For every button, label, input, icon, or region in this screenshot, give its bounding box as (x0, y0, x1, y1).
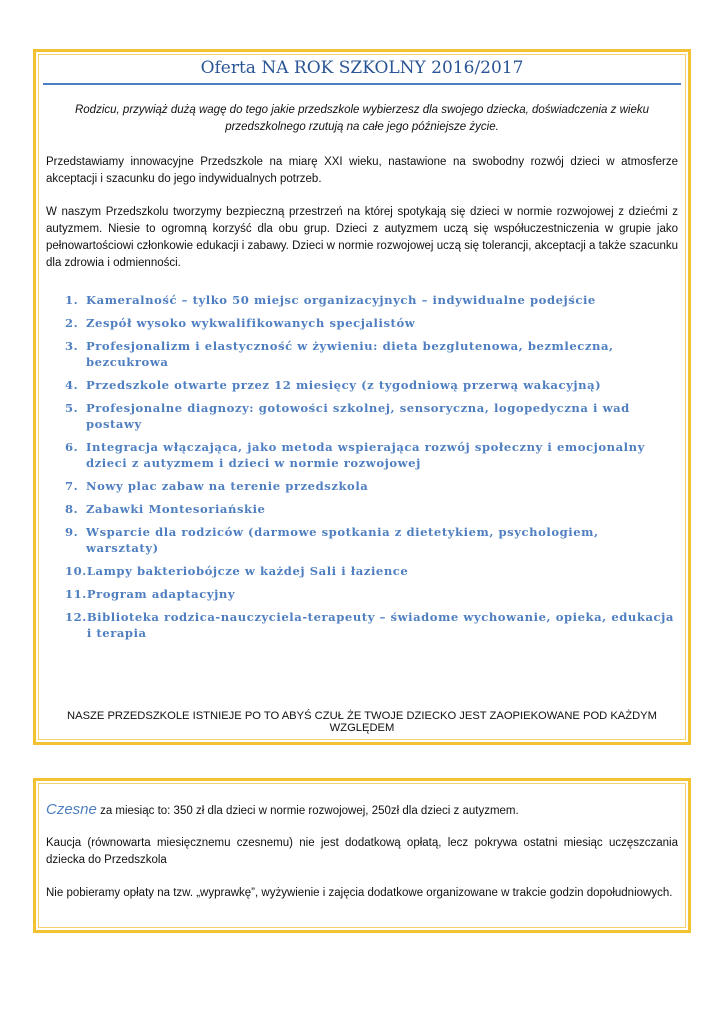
list-item-text: Kameralność – tylko 50 miejsc organizacyjnych – indywidualne podejście (86, 293, 596, 307)
list-item-text: Zabawki Montesoriańskie (86, 502, 266, 516)
list-item-number: 9. (65, 525, 79, 539)
list-item-text: Lampy bakteriobójcze w każdej Sali i łazience (86, 564, 409, 578)
fee-label: Czesne (46, 801, 97, 818)
list-item-number: 5. (65, 401, 79, 415)
list-item-text: Nowy plac zabaw na terenie przedszkola (86, 479, 369, 493)
list-item (65, 292, 674, 308)
list-item-text: Profesjonalne diagnozy: gotowości szkolnej, sensoryczna, logopedyczna i wad postawy (86, 401, 630, 431)
list-item-number: 12. (65, 610, 87, 624)
list-item-number: 6. (65, 440, 79, 454)
extras-text: Nie pobieramy opłaty na tzw. „wyprawkę”, wyżywienie i zajęcia dodatkowe organizowane w trakcie godzin dopołudniowych. (46, 887, 673, 899)
list-item-text: Przedszkole otwarte przez 12 miesięcy (z tygodniową przerwą wakacyjną) (86, 378, 602, 392)
intro-text: Rodzicu, przywiąż dużą wagę do tego jakie przedszkole wybierzesz dla swojego dziecka, doświadczenia z wieku przedszkolnego rzutują na całe jego późniejsze życie. (74, 104, 649, 133)
offer-title: Oferta NA ROK SZKOLNY 2016/2017 (200, 58, 524, 78)
list-item (65, 501, 674, 517)
title-underline (43, 83, 681, 85)
list-item (65, 586, 674, 602)
list-item (65, 400, 674, 432)
fee-amounts: za miesiąc to: 350 zł dla dzieci w normie rozwojowej, 250zł dla dzieci z autyzmem. (100, 805, 519, 817)
list-item-number: 2. (65, 316, 79, 330)
list-item-number: 7. (65, 479, 79, 493)
list-item (65, 377, 674, 393)
list-item (65, 478, 674, 494)
paragraph-innovative: Przedstawiamy innowacyjne Przedszkole na miarę XXI wieku, nastawione na swobodny rozwój dzieci w atmosferze akceptacji i szacunku do jego indywidualnych potrzeb. (46, 156, 678, 185)
list-item-number: 10. (65, 564, 87, 578)
closing-statement: NASZE PRZEDSZKOLE ISTNIEJE PO TO ABYŚ CZUŁ ŻE TWOJE DZIECKO JEST ZAOPIEKOWANE POD KAŻDYM WZGLĘDEM (67, 710, 657, 734)
offer-box (33, 49, 691, 745)
list-item-text: Wsparcie dla rodziców (darmowe spotkania z dietetykiem, psychologiem, warsztaty) (86, 525, 599, 555)
list-item-number: 11. (65, 587, 87, 601)
fees-box (33, 778, 691, 933)
list-item (65, 609, 674, 641)
deposit-text: Kaucja (równowarta miesięcznemu czesnemu) nie jest dodatkową opłatą, lecz pokrywa ostatni miesiąc uczęszczania dziecka do Przedszkola (46, 837, 678, 866)
list-item (65, 563, 674, 579)
list-item (65, 524, 674, 556)
list-item-number: 8. (65, 502, 79, 516)
list-item-text: Zespół wysoko wykwalifikowanych specjalistów (86, 316, 416, 330)
list-item-text: Program adaptacyjny (86, 587, 236, 601)
list-item-number: 3. (65, 339, 79, 353)
paragraph-integration: W naszym Przedszkolu tworzymy bezpieczną przestrzeń na której spotykają się dzieci w normie rozwojowej z dziećmi z autyzmem. Niesie to ogromną korzyść dla obu grup. Dzieci z autyzmem uczą się współuczestniczenia w grupie jako pełnowartościowi członkowie edukacji i zabawy. Dzieci w normie rozwojowej uczą się tolerancji, akceptacji a także szacunku dla zdrowia i odmienności. (46, 206, 678, 269)
list-item (65, 338, 674, 370)
list-item-text: Profesjonalizm i elastyczność w żywieniu: dieta bezglutenowa, bezmleczna, bezcukrowa (86, 339, 614, 369)
features-list (65, 292, 674, 648)
list-item-text: Integracja włączająca, jako metoda wspierająca rozwój społeczny i emocjonalny dzieci z autyzmem i dzieci w normie rozwojowej (86, 440, 645, 470)
list-item-number: 1. (65, 293, 79, 307)
list-item-number: 4. (65, 378, 79, 392)
fee-line (46, 801, 678, 820)
list-item (65, 439, 674, 471)
list-item (65, 315, 674, 331)
list-item-text: Biblioteka rodzica-nauczyciela-terapeuty – świadome wychowanie, opieka, edukacja i terapia (86, 610, 674, 640)
